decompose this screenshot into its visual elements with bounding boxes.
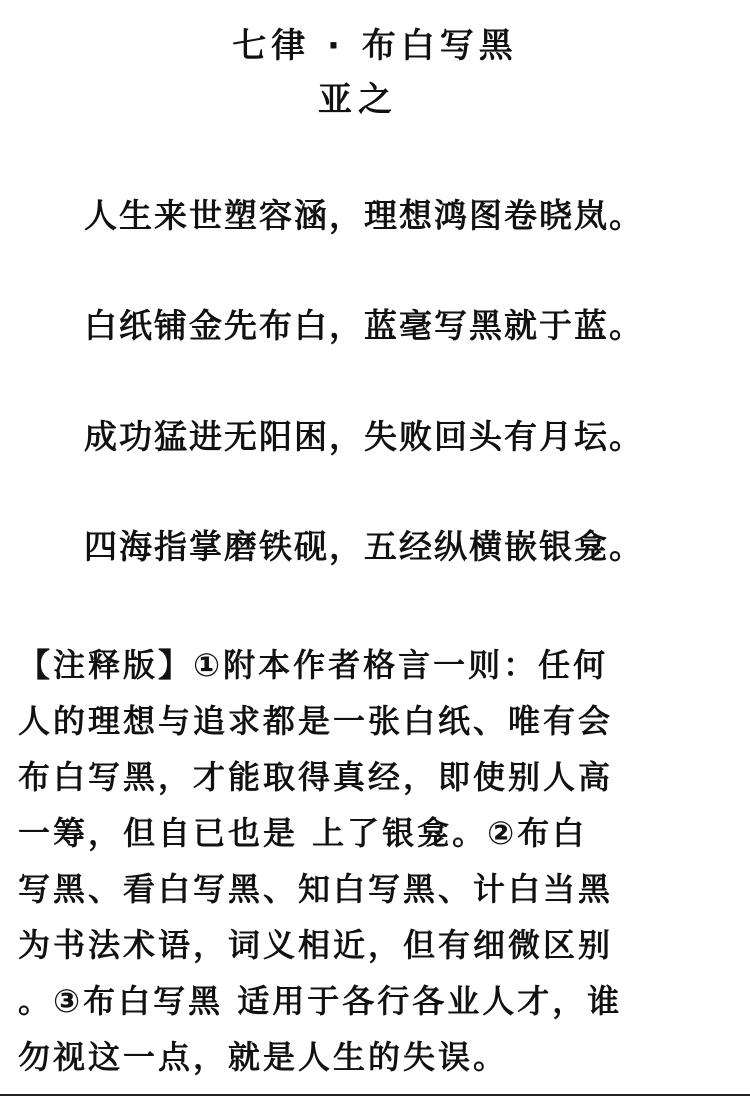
poem-line-4: 四海指掌磨铁砚，五经纵横嵌银龛。 <box>84 527 644 566</box>
annotation-line-1: 【注释版】①附本作者格言一则：任何 <box>18 646 609 684</box>
annotation-line-7: 。③布白写黑 适用于各行各业人才，谁 <box>18 982 623 1020</box>
annotation-line-6: 为书法术语，词义相近，但有细微区别 <box>18 926 614 964</box>
poem-line-1: 人生来世塑容涵，理想鸿图卷晓岚。 <box>84 196 644 235</box>
annotation-line-5: 写黑、看白写黑、知白写黑、计白当黑 <box>18 870 614 908</box>
poem-line-2: 白纸铺金先布白，蓝毫写黑就于蓝。 <box>84 306 644 345</box>
annotation-line-2: 人的理想与追求都是一张白纸、唯有会 <box>18 702 614 740</box>
poem-title: 七律 · 布白写黑 <box>232 26 518 66</box>
annotation-line-4: 一筹，但自已也是 上了银龛。②布白 <box>18 814 588 852</box>
bottom-divider <box>0 1094 750 1096</box>
annotation-line-3: 布白写黑，才能取得真经，即使别人高 <box>18 758 614 796</box>
poem-author: 亚之 <box>318 80 398 120</box>
poem-line-3: 成功猛进无阳困，失败回头有月坛。 <box>84 417 644 456</box>
annotation-line-8: 勿视这一点，就是人生的失误。 <box>18 1038 509 1076</box>
